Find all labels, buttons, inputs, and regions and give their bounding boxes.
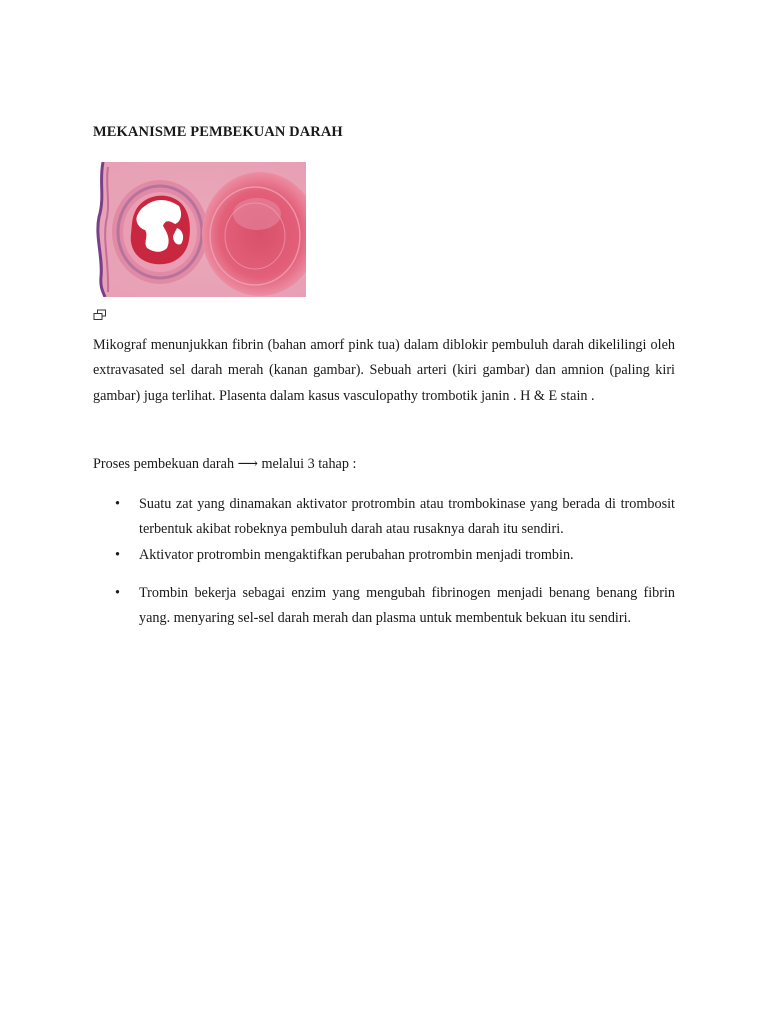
list-item [93, 543, 675, 568]
bullet-icon: • [115, 496, 120, 512]
figure-caption: Mikograf menunjukkan fibrin (bahan amorf pink tua) dalam diblokir pembuluh darah dikelilingi oleh extravasated sel darah merah (kanan gambar). Sebuah arteri (kiri gambar) dan amnion (paling kiri gambar) juga terlihat. Plasenta dalam kasus vasculopathy trombotik janin . H & E stain . [93, 337, 675, 404]
bullet-icon: • [115, 584, 120, 601]
list-item [93, 492, 675, 543]
steps-list [93, 492, 675, 631]
list-item-text: Trombin bekerja sebagai enzim yang mengubah fibrinogen menjadi benang benang fibrin yang. menyaring sel-sel darah merah dan plasma untuk membentuk bekuan itu sendiri. [139, 584, 675, 627]
image-placeholder-icon [93, 309, 107, 321]
list-item-text: Aktivator protrombin mengaktifkan perubahan protrombin menjadi trombin. [139, 546, 574, 563]
bullet-icon: • [115, 546, 120, 563]
list-item-text: Suatu zat yang dinamakan aktivator protrombin atau trombokinase yang berada di trombosit terbentuk akibat robeknya pembuluh darah atau rusaknya darah itu sendiri. [139, 496, 675, 538]
intro-paragraph: Proses pembekuan darah ⟶ melalui 3 tahap : [93, 456, 357, 472]
list-item [93, 581, 675, 632]
micrograph-image [93, 162, 306, 297]
page-title: MEKANISME PEMBEKUAN DARAH [93, 124, 343, 140]
